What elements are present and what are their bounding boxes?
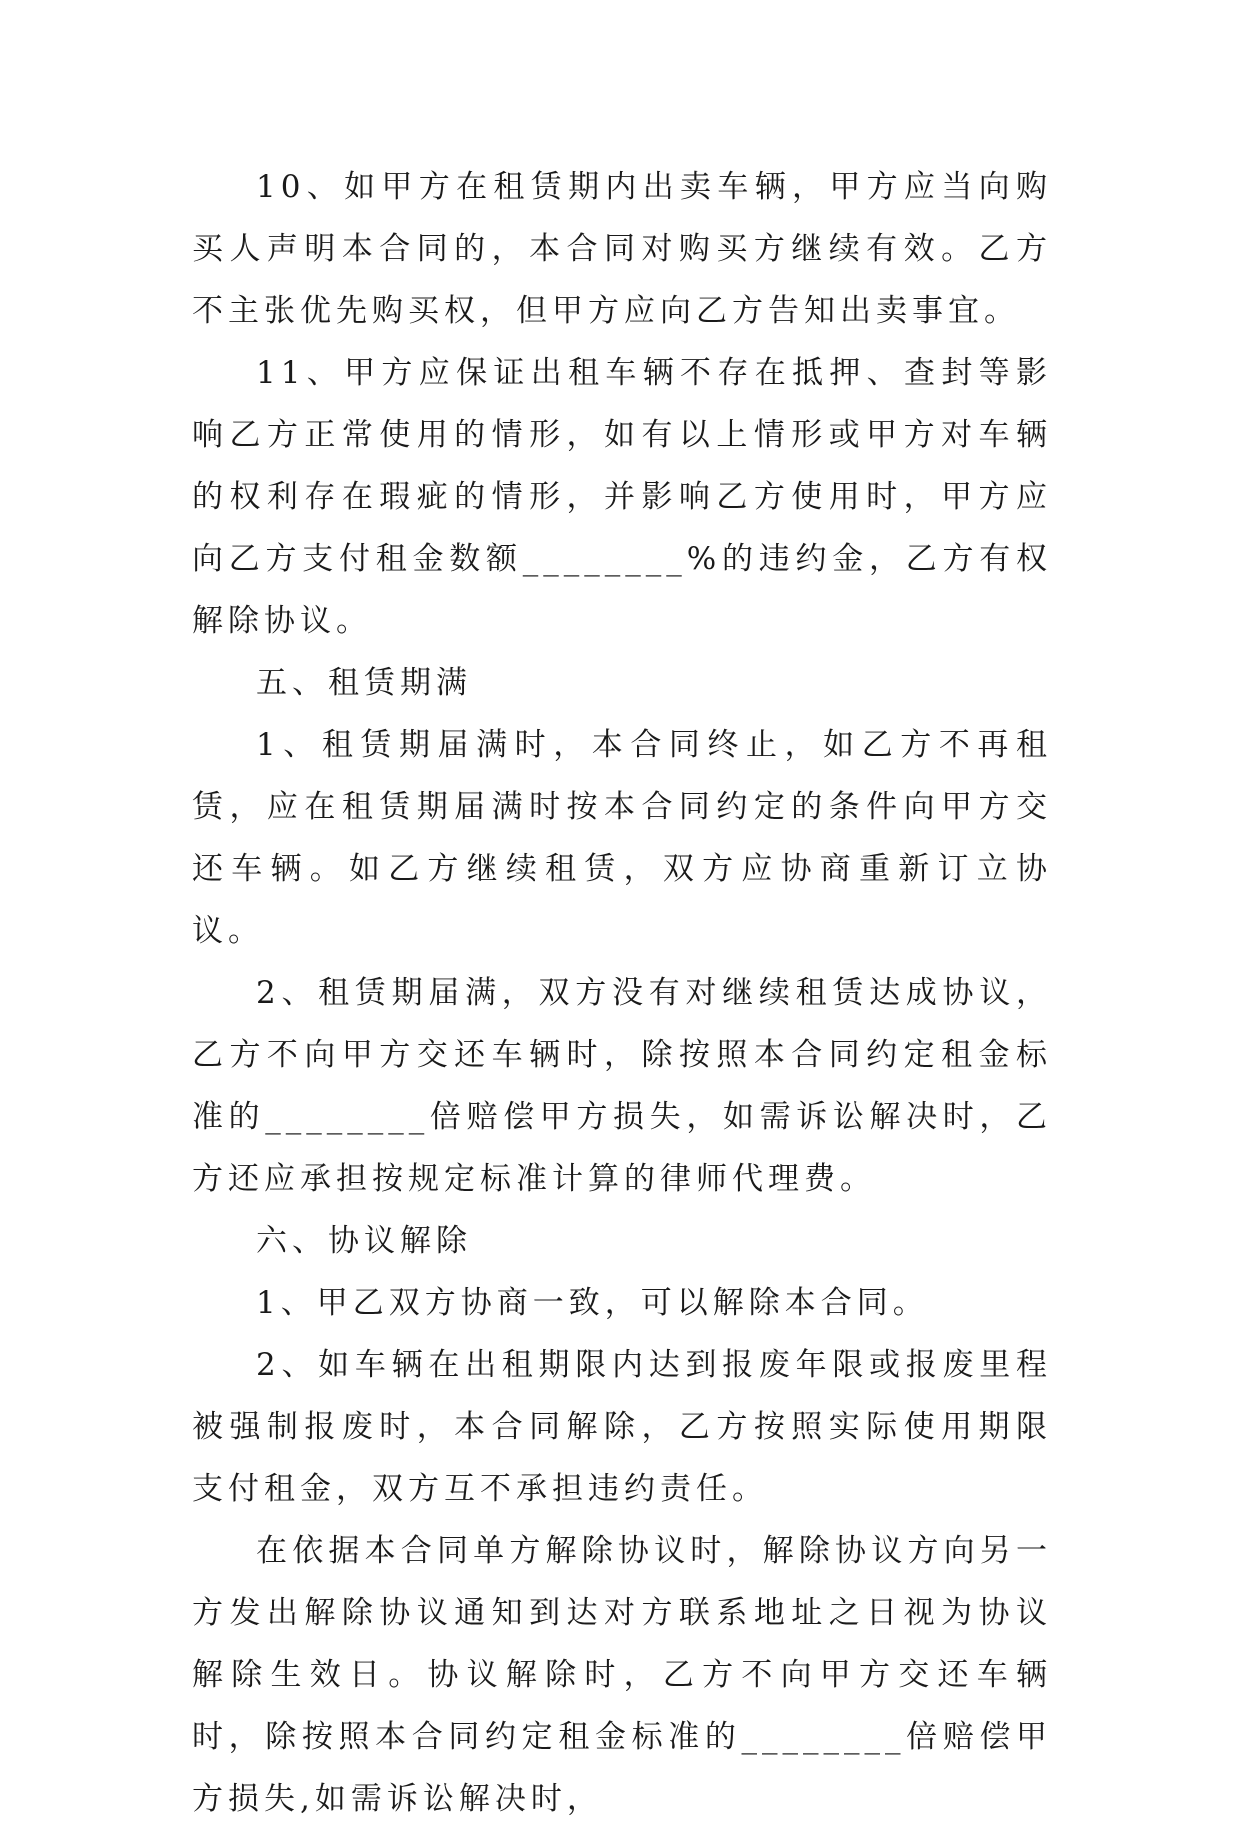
termination-clause-2: 2、如车辆在出租期限内达到报废年限或报废里程被强制报废时，本合同解除，乙方按照实际使用期限支付租金，双方互不承担违约责任。: [192, 1347, 1052, 1507]
section-heading-termination: 六、协议解除: [256, 1223, 472, 1259]
termination-notice-paragraph: 在依据本合同单方解除协议时，解除协议方向另一方发出解除协议通知到达对方联系地址之日视为协议解除生效日。协议解除时，乙方不向甲方交还车辆时，除按照本合同约定租金标准的________倍赔偿甲方损失,如需诉讼解决时，: [192, 1533, 1052, 1817]
section-heading-lease-expiry: 五、租赁期满: [256, 665, 472, 701]
clause-11: 11、甲方应保证出租车辆不存在抵押、查封等影响乙方正常使用的情形，如有以上情形或甲方对车辆的权利存在瑕疵的情形，并影响乙方使用时，甲方应向乙方支付租金数额________%的违约金，乙方有权解除协议。: [192, 355, 1052, 639]
document-body: [192, 156, 1052, 1830]
expiry-clause-1: 1、租赁期届满时，本合同终止，如乙方不再租赁，应在租赁期届满时按本合同约定的条件向甲方交还车辆。如乙方继续租赁，双方应协商重新订立协议。: [192, 727, 1052, 949]
clause-10: 10、如甲方在租赁期内出卖车辆，甲方应当向购买人声明本合同的，本合同对购买方继续有效。乙方不主张优先购买权，但甲方应向乙方告知出卖事宜。: [192, 169, 1052, 329]
termination-clause-1: 1、甲乙双方协商一致，可以解除本合同。: [256, 1285, 929, 1321]
expiry-clause-2: 2、租赁期届满，双方没有对继续租赁达成协议，乙方不向甲方交还车辆时，除按照本合同约定租金标准的________倍赔偿甲方损失，如需诉讼解决时，乙方还应承担按规定标准计算的律师代理费。: [192, 975, 1052, 1197]
